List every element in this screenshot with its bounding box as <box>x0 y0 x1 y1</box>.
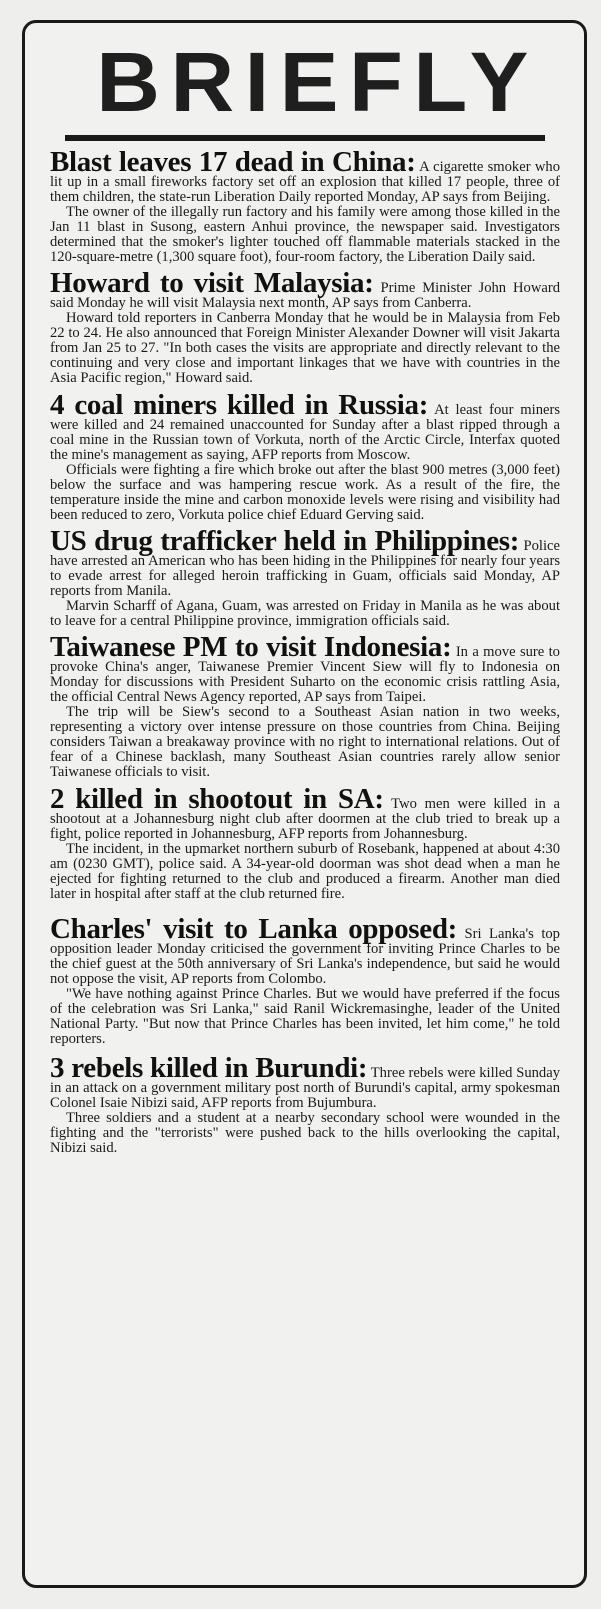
story-body: Marvin Scharff of Agana, Guam, was arrested on Friday in Manila as he was about to leave for a central Philippine province, immigration officials said. <box>50 598 560 629</box>
story-headline: Charles' visit to Lanka opposed: <box>50 913 458 945</box>
story-body: Officials were fighting a fire which broke out after the blast 900 metres (3,000 feet) below the surface and was hampering rescue work. As a result of the fire, the temperature inside the mine and carbon monoxide levels were rising and visibility had been reduced to zero, Vorkuta police chief Eduard Gerving said. <box>50 462 560 523</box>
story-body: The incident, in the upmarket northern suburb of Rosebank, happened at about 4:30 am (0230 GMT), police said. A 34-year-old doorman was shot dead when a man he ejected for fighting returned to the club and produced a firearm. Another man died later in hospital after staff at the club returned fire. <box>50 841 560 902</box>
story-philippines-trafficker <box>50 525 560 629</box>
masthead-title: BRIEFLY <box>96 35 539 129</box>
story-sa-shootout <box>50 783 560 902</box>
story-headline: Taiwanese PM to visit Indonesia: <box>50 631 452 663</box>
story-headline: Blast leaves 17 dead in China: <box>50 146 416 178</box>
story-russia-miners <box>50 389 561 523</box>
story-headline: 4 coal miners killed in Russia: <box>50 389 429 421</box>
story-headline: US drug trafficker held in Philippines: <box>50 525 520 557</box>
story-charles-lanka <box>50 913 560 1047</box>
story-body: Three soldiers and a student at a nearby secondary school were wounded in the fighting and the "terrorists" were pushed back to the hills overlooking the capital, Nibizi said. <box>50 1110 560 1156</box>
story-lead: Three rebels were killed Sunday in an attack on a government military post north of Burundi's capital, army spokesman Colonel Isaie Nibizi said, AFP reports from Bujumbura. <box>50 1065 560 1111</box>
story-body: "We have nothing against Prince Charles. But we would have preferred if the focus of the celebration was Sri Lanka," said Ranil Wickremasinghe, leader of the United National Party. "But now that Prince Charles has been invited, let him come," he told reporters. <box>50 986 560 1047</box>
story-lead: A cigarette smoker who lit up in a small fireworks factory set off an explosion that killed 17 people, three of them children, the state-run Liberation Daily reported Monday, AP says from Beijing. <box>50 159 560 205</box>
story-lead: In a move sure to provoke China's anger, Taiwanese Premier Vincent Siew will fly to Indonesia on Monday for discussions with President Suharto on the economic crisis rattling Asia, the official Central News Agency reported, AP says from Taipei. <box>50 644 560 705</box>
story-lead: Police have arrested an American who has been hiding in the Philippines for nearly four years to evade arrest for alleged heroin trafficking in Guam, officials said Monday, AP reports from Manila. <box>50 538 560 599</box>
stories-list <box>50 146 561 1156</box>
briefly-column-box <box>22 20 587 1588</box>
story-lead: Prime Minister John Howard said Monday he will visit Malaysia next month, AP says from Canberra. <box>50 280 560 311</box>
story-burundi-rebels <box>50 1052 560 1156</box>
story-taiwan-indonesia <box>50 631 560 780</box>
story-lead: At least four miners were killed and 24 remained unaccounted for Sunday after a blast ripped through a coal mine in the Russian town of Vorkuta, north of the Arctic Circle, Interfax quoted the mine's management as saying, AFP reports from Moscow. <box>50 402 561 463</box>
story-lead: Sri Lanka's top opposition leader Monday criticised the government for inviting Prince Charles to be the chief guest at the 50th anniversary of Sri Lanka's independence, but said he would not oppose the visit, AP reports from Colombo. <box>50 926 560 987</box>
story-body: The owner of the illegally run factory and his family were among those killed in the Jan 11 blast in Susong, eastern Anhui province, the newspaper said. Investigators determined that the smoker's lighter touched off flammable materials stacked in the 120-square-metre (1,300 square foot), four-room factory, the Liberation Daily said. <box>50 204 560 265</box>
story-china-blast <box>50 146 560 265</box>
story-headline: 2 killed in shootout in SA: <box>50 783 384 815</box>
story-headline: Howard to visit Malaysia: <box>50 267 374 299</box>
story-body: The trip will be Siew's second to a Southeast Asian nation in two weeks, representing a victory over intense pressure on those countries from China. Beijing considers Taiwan a breakaway province with no right to international relations. Out of fear of a Chinese backlash, many Southeast Asian countries rarely allow senior Taiwanese officials to visit. <box>50 704 560 780</box>
story-body: Howard told reporters in Canberra Monday that he would be in Malaysia from Feb 22 to 24. He also announced that Foreign Minister Alexander Downer will visit Jakarta from Jan 25 to 27. "In both cases the visits are appropriate and directly relevant to the continuing and very close and important linkages that we have with countries in the Asia Pacific region," Howard said. <box>50 310 560 386</box>
masthead-rule <box>65 135 545 141</box>
story-lead: Two men were killed in a shootout at a Johannesburg night club after doormen at the club tried to break up a fight, police reported in Johannesburg, AFP reports from Johannesburg. <box>50 796 560 842</box>
masthead <box>63 35 548 129</box>
story-headline: 3 rebels killed in Burundi: <box>50 1052 368 1084</box>
story-howard-malaysia <box>50 267 560 386</box>
